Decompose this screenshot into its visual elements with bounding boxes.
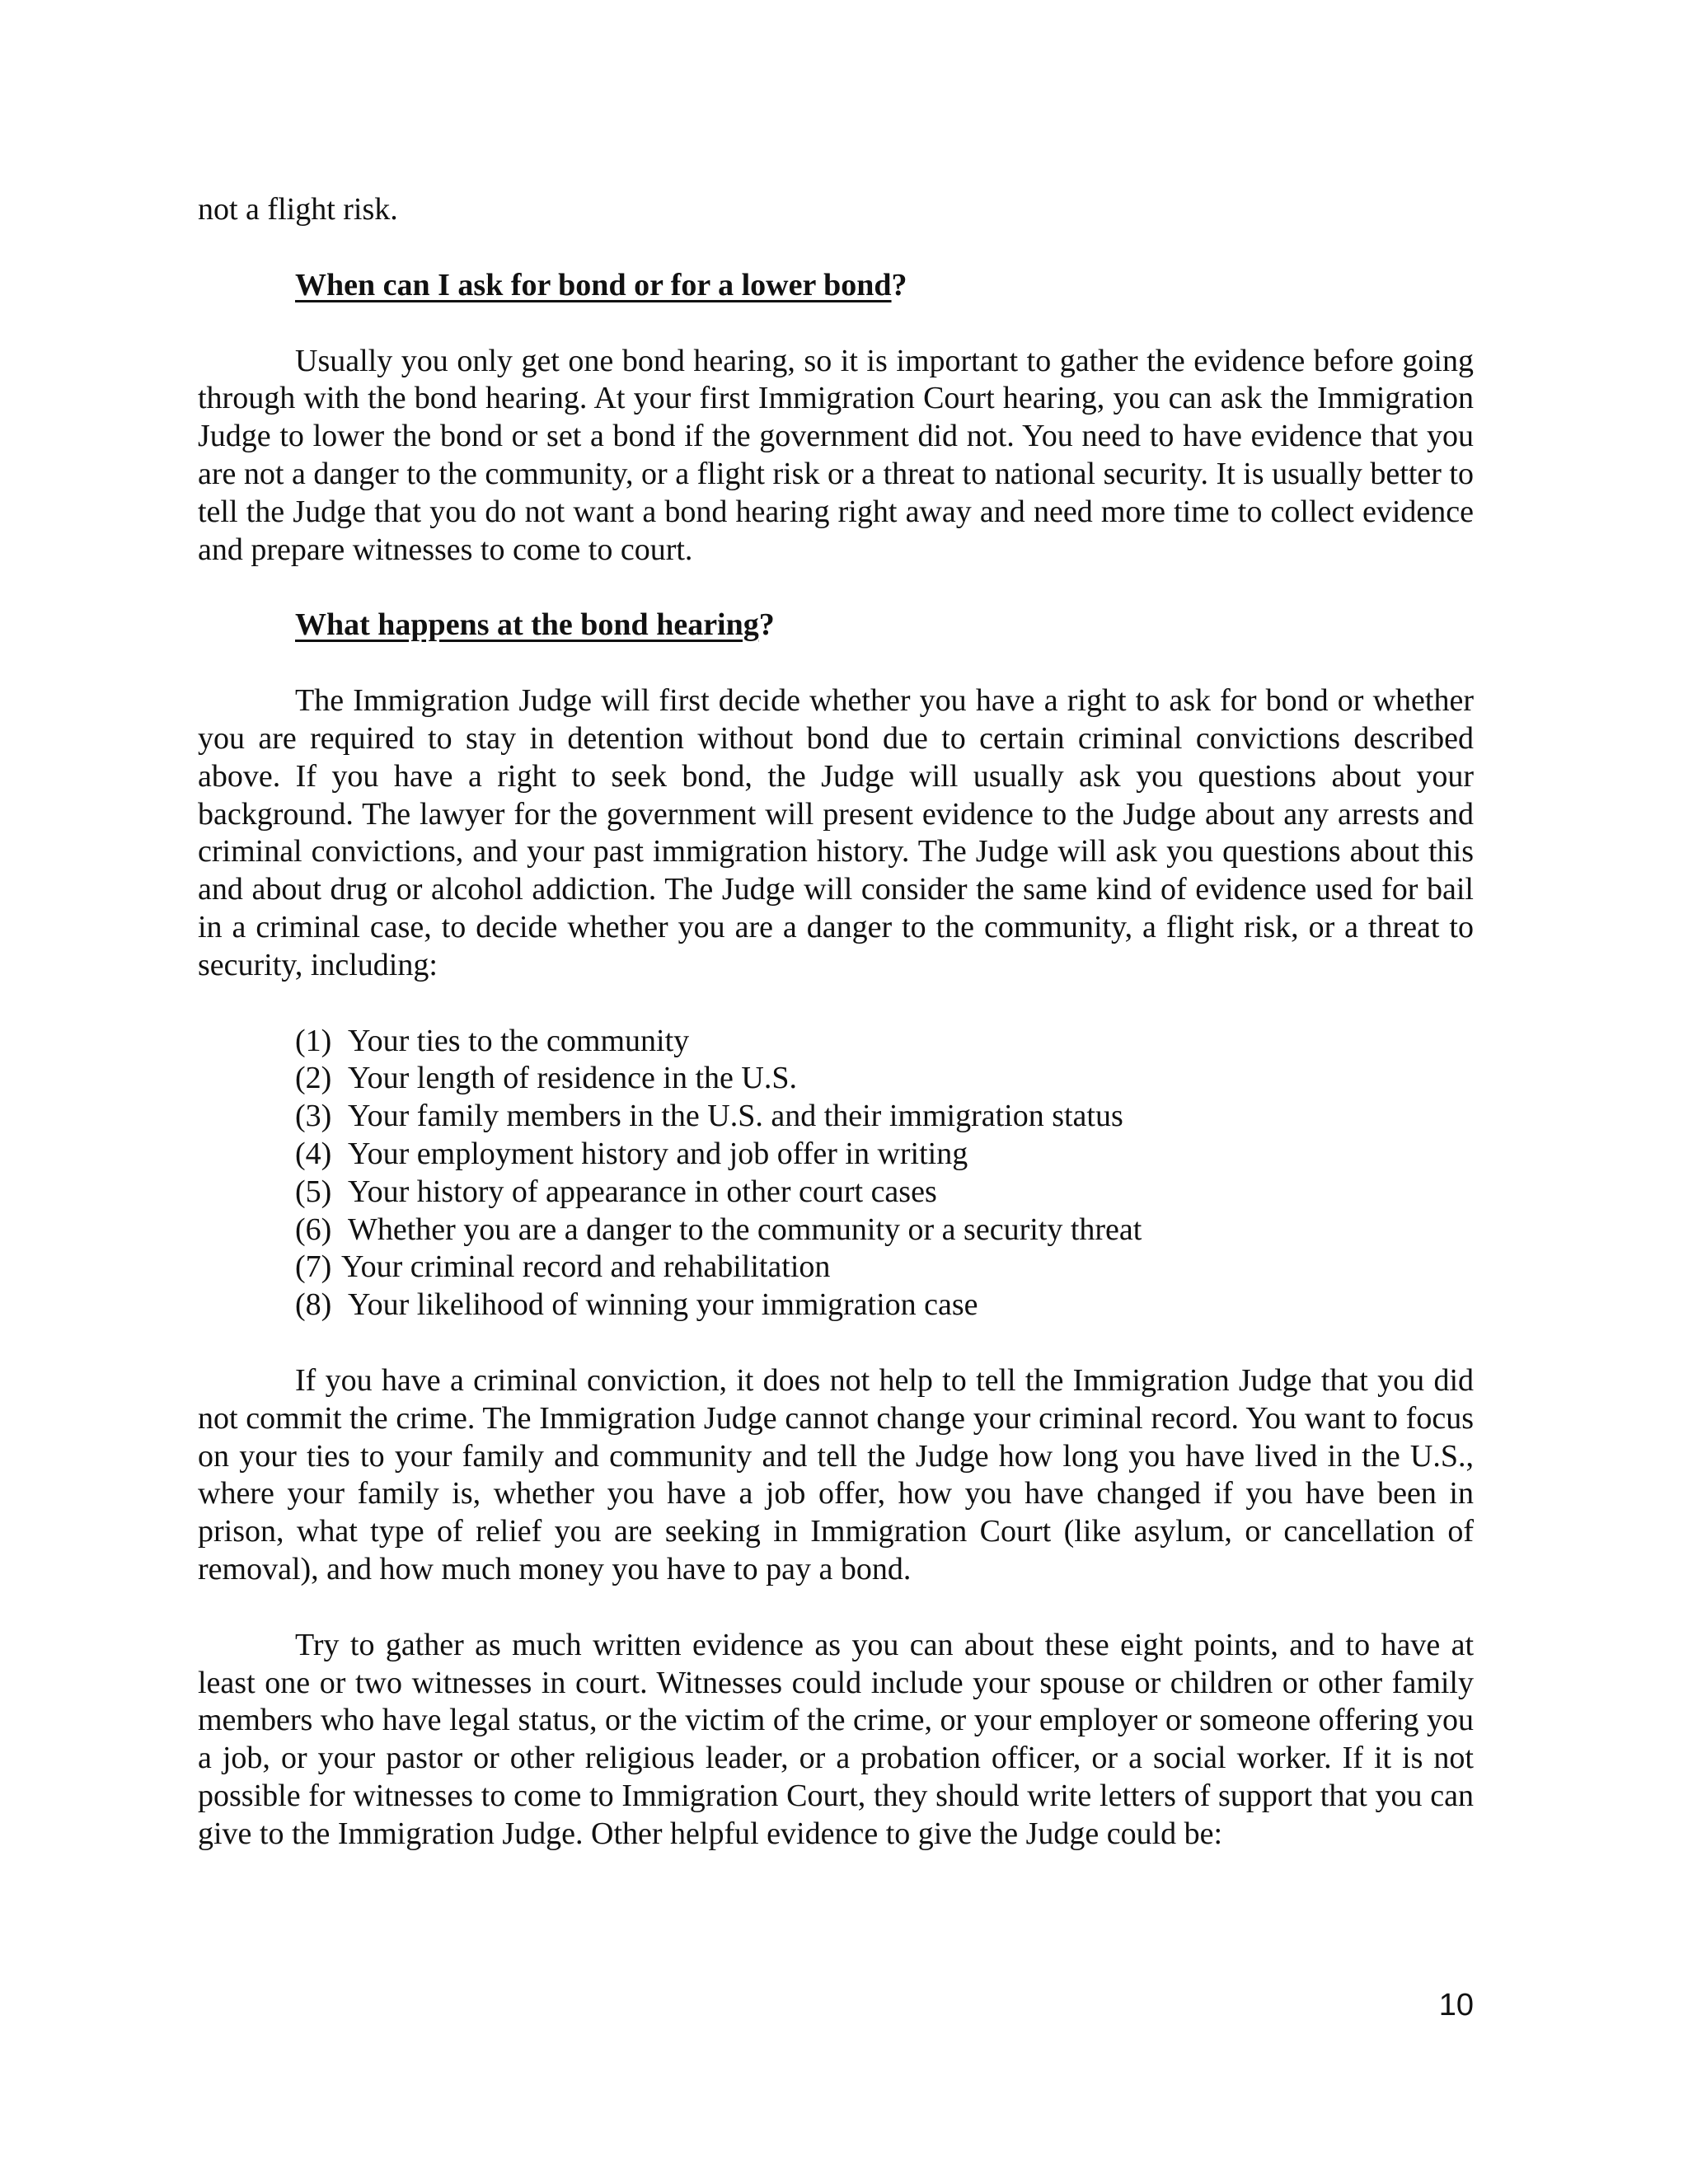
list-item-number: (4)	[295, 1136, 332, 1171]
paragraph-bond-hearing: The Immigration Judge will first decide whether you have a right to ask for bond or whether you are required to stay in detention without bond due to certain criminal convictions described above. If you have a right to seek bond, the Judge will usually ask you questions about your background. The lawyer for the government will present evidence to the Judge about any arrests and criminal convictions, and your past immigration history. The Judge will ask you questions about this and about drug or alcohol addiction. The Judge will consider the same kind of evidence used for bail in a criminal case, to decide whether you are a danger to the community, a flight risk, or a threat to security, including:	[198, 683, 1474, 982]
list-item	[295, 1286, 1474, 1324]
list-item-text: Your family members in the U.S. and their immigration status	[348, 1099, 1123, 1134]
section-heading-when-bond	[198, 267, 1474, 305]
document-page	[198, 191, 1474, 1853]
list-item	[295, 1136, 1474, 1174]
page-number: 10	[1438, 1988, 1474, 2022]
list-item-text: Your ties to the community	[348, 1023, 690, 1058]
list-item-text: Your length of residence in the U.S.	[348, 1061, 797, 1096]
list-item-number: (2)	[295, 1061, 332, 1096]
list-item-text: Whether you are a danger to the community or a security threat	[348, 1212, 1142, 1247]
list-item	[295, 1098, 1474, 1136]
paragraph-criminal-conviction: If you have a criminal conviction, it does not help to tell the Immigration Judge that you did not commit the crime. The Immigration Judge cannot change your criminal record. You want to focus on your ties to your family and community and tell the Judge how long you have lived in the U.S., where your family is, whether you have a job offer, how you have changed if you have been in prison, what type of relief you are seeking in Immigration Court (like asylum, or cancellation of removal), and how much money you have to pay a bond.	[198, 1362, 1474, 1586]
list-item-text: Your history of appearance in other court cases	[348, 1174, 937, 1209]
section-heading-bond-hearing	[198, 607, 1474, 644]
paragraph-gather-evidence: Try to gather as much written evidence as you can about these eight points, and to have at least one or two witnesses in court. Witnesses could include your spouse or children or other family members who have legal status, or the victim of the crime, or your employer or someone offering you a job, or your pastor or other religious leader, or a probation officer, or a social worker. If it is not possible for witnesses to come to Immigration Court, they should write letters of support that you can give to the Immigration Judge. Other helpful evidence to give the Judge could be:	[198, 1627, 1474, 1851]
list-item	[295, 1174, 1474, 1212]
bond-criteria-list	[198, 1023, 1474, 1324]
heading-text: What happens at the bond hearing	[295, 607, 759, 643]
heading-text: When can I ask for bond or for a lower bond	[295, 267, 892, 302]
continuation-line: not a flight risk.	[198, 192, 398, 227]
list-item-text: Your likelihood of winning your immigration case	[348, 1287, 978, 1323]
heading-punct: ?	[758, 607, 775, 643]
list-item	[295, 1212, 1474, 1249]
list-item-text: Your employment history and job offer in writing	[348, 1136, 968, 1171]
list-item-text: Your criminal record and rehabilitation	[341, 1249, 831, 1285]
list-item-number: (5)	[295, 1174, 332, 1209]
list-item	[295, 1060, 1474, 1098]
list-item	[295, 1023, 1474, 1061]
list-item	[295, 1249, 1474, 1286]
list-item-number: (6)	[295, 1212, 332, 1247]
heading-punct: ?	[891, 267, 907, 302]
list-item-number: (7)	[295, 1249, 332, 1285]
paragraph-bond-timing: Usually you only get one bond hearing, so it is important to gather the evidence before going through with the bond hearing. At your first Immigration Court hearing, you can ask the Immigration Judge to lower the bond or set a bond if the government did not. You need to have evidence that you are not a danger to the community, or a flight risk or a threat to national security. It is usually better to tell the Judge that you do not want a bond hearing right away and need more time to collect evidence and prepare witnesses to come to court.	[198, 343, 1474, 567]
list-item-number: (8)	[295, 1287, 332, 1323]
list-item-number: (1)	[295, 1023, 332, 1058]
list-item-number: (3)	[295, 1099, 332, 1134]
